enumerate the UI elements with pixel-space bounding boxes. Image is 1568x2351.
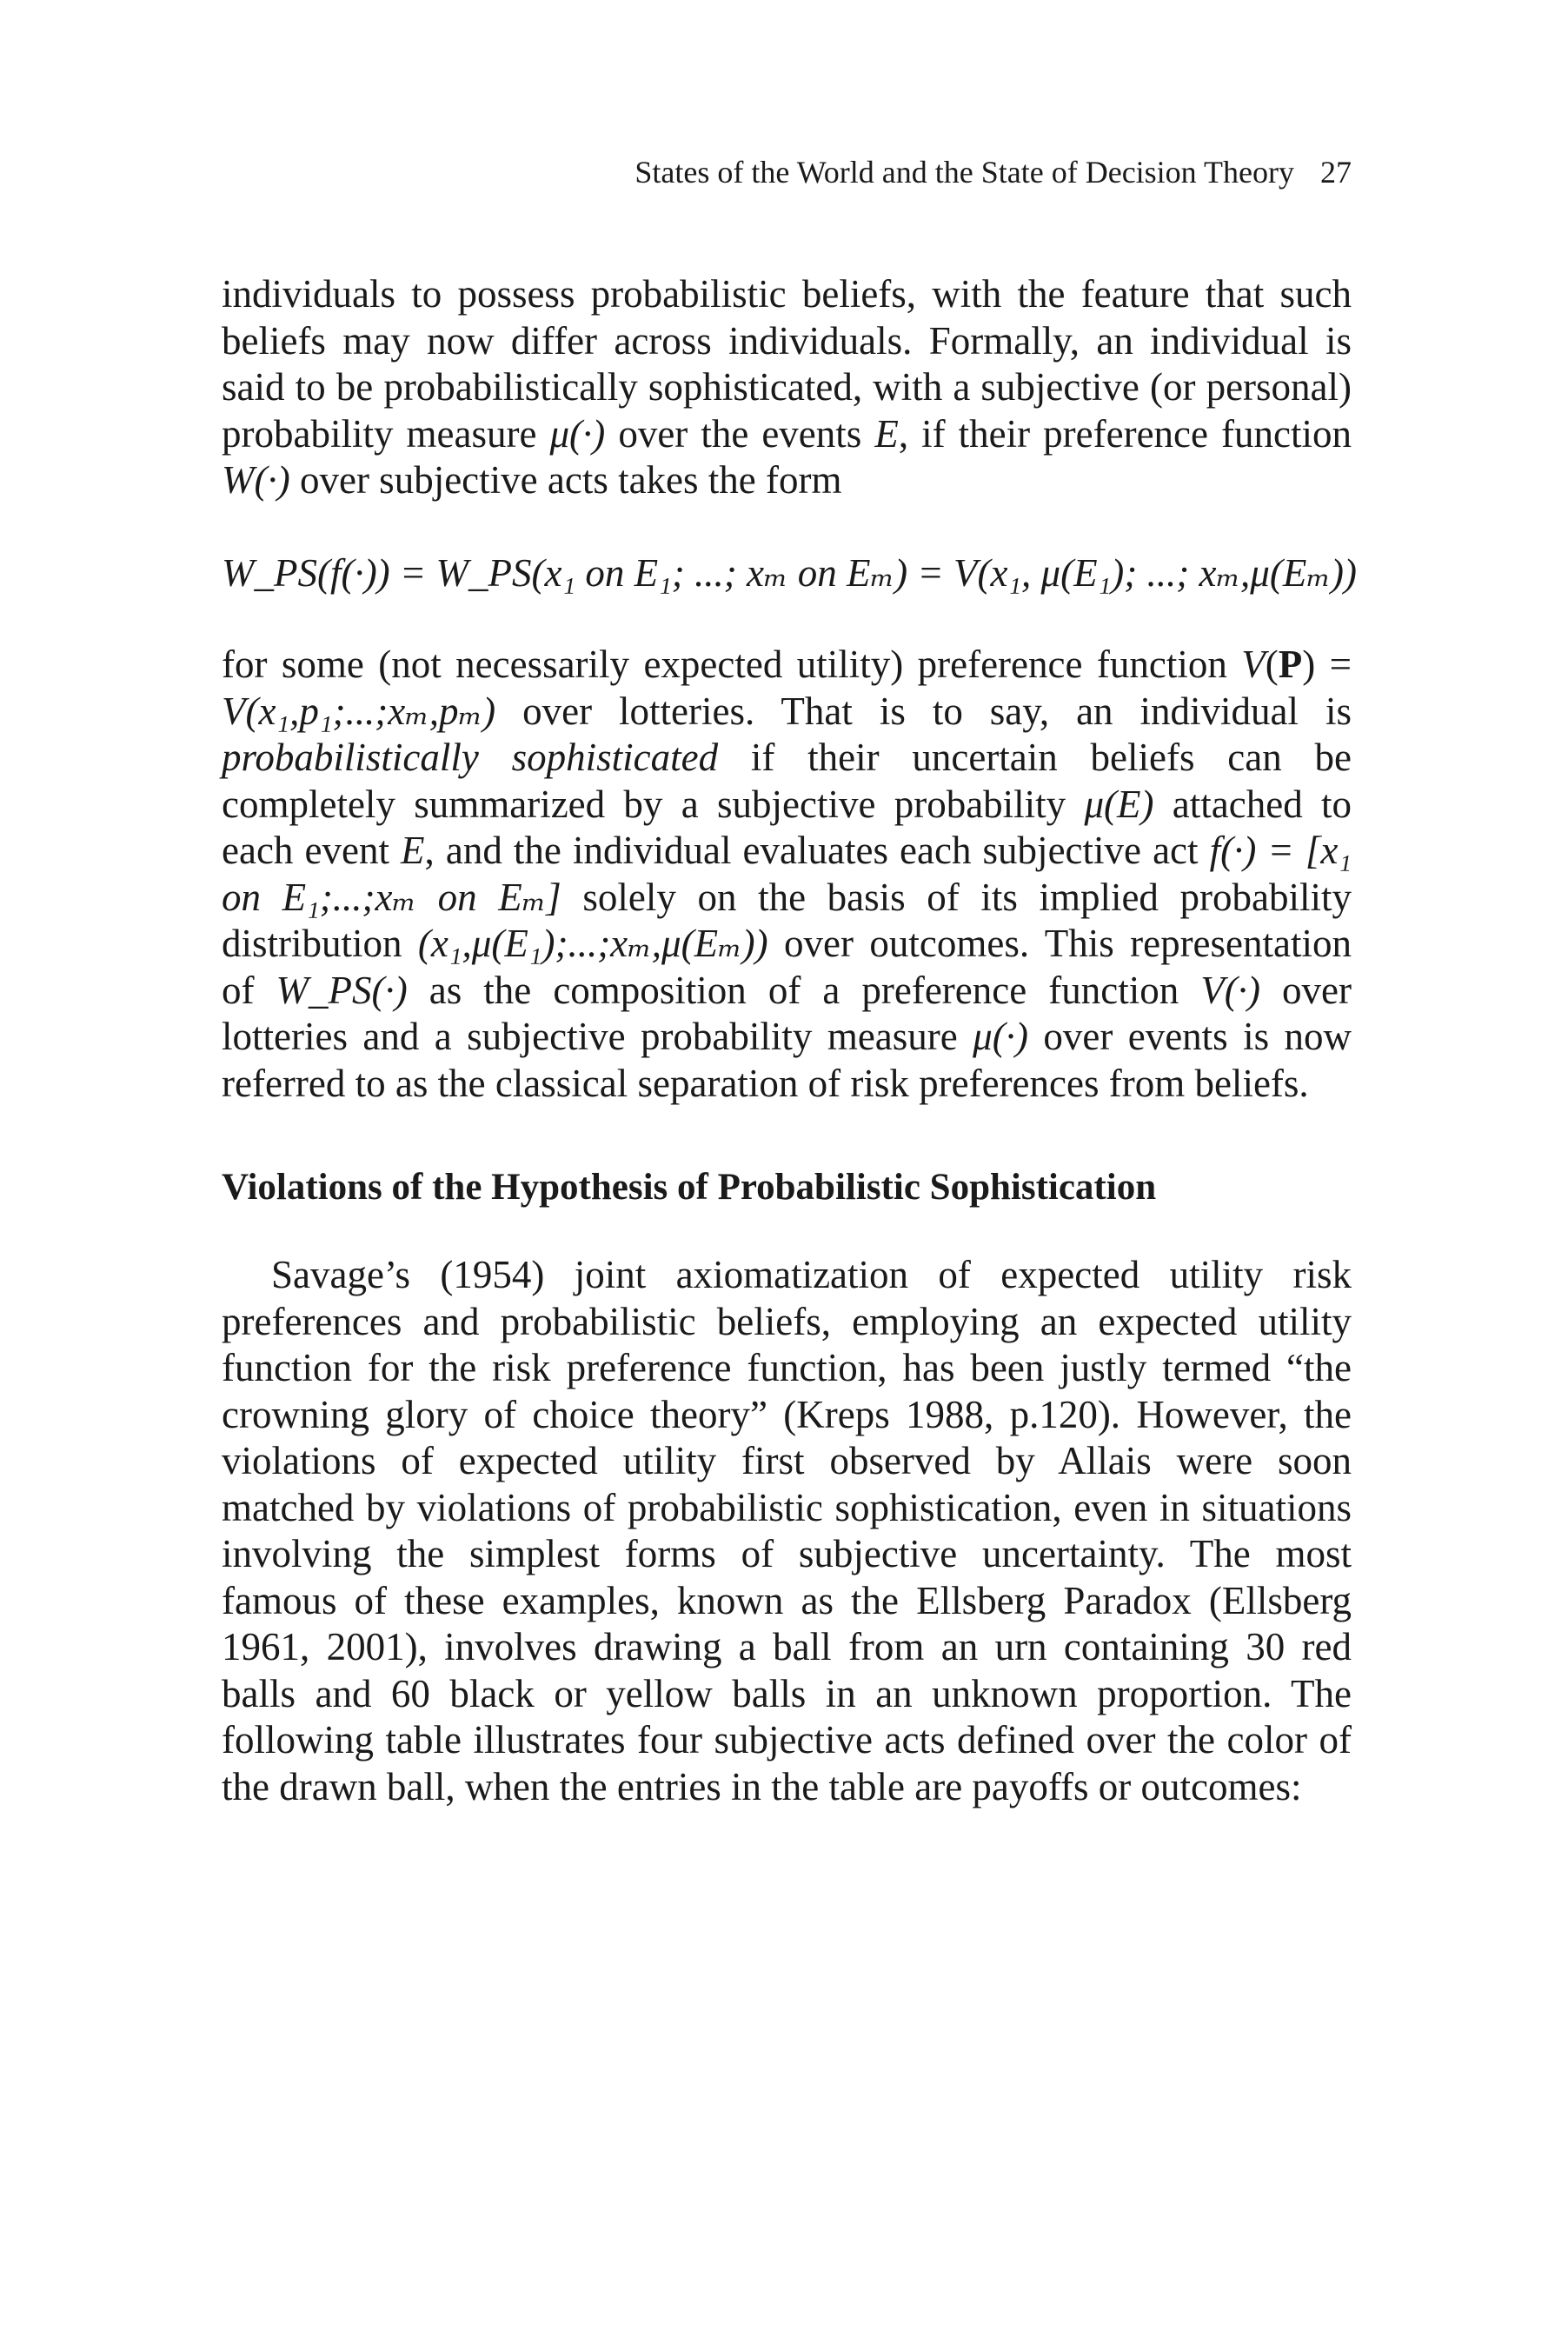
para2-s4: P [1278,643,1303,686]
para1-s2: μ(·) [549,411,606,456]
equation-wps [222,550,1357,596]
paragraph-3 [222,1252,1352,1810]
para1-s7: over subjective acts takes the form [289,458,842,502]
para2-s19: as the composition of a preference function [407,968,1201,1012]
running-title: States of the World and the State of Decision Theory [635,155,1294,190]
para1-s6: W(·) [222,458,290,502]
para2-s22: μ(·) [973,1015,1028,1058]
equation-text: W_PS(f(·)) = W_PS(x₁ on E₁; ...; xₘ on Eₘ) = V(x₁, μ(E₁); ...; xₘ,μ(Eₘ)) [222,551,1357,595]
para1-s1: individuals to possess probabilistic beliefs, with the feature that such beliefs may now differ across individuals. Formally, an individual is said to be probabilistically sophisticated, with a subjective (or personal) probability measure [222,272,1352,456]
para2-s14: f(·) = [x₁ on E₁;...;xₘ on Eₘ] [222,829,1352,919]
para2-s7: over lotteries. That is to say, an individual is [495,689,1352,733]
para1-s5: , if their preference function [898,411,1352,456]
para2-s12: E [401,829,425,872]
paragraph-2 [222,642,1352,1107]
para2-s17: over outcomes. This representation of [222,922,1352,1012]
running-header [222,153,1352,191]
para2-s20: V(·) [1200,968,1260,1012]
paragraph-1 [222,271,1352,504]
para2-s5: ) = [1302,643,1352,686]
para1-s4: E [874,411,899,456]
para2-s10: μ(E) [1084,782,1154,826]
para2-s16: (x₁,μ(E₁);...;xₘ,μ(Eₘ)) [417,922,768,965]
para2-s21: over lotteries and a subjective probability measure [222,968,1352,1058]
para1-s3: over the events [605,411,875,456]
para2-s1: for some (not necessarily expected utility) preference function [222,643,1242,686]
para2-s8: probabilistically sophisticated [222,736,719,779]
para2-s9: if their uncertain beliefs can be completely summarized by a subjective probability [222,736,1352,826]
para2-s15: solely on the basis of its implied probability distribution [222,875,1352,965]
para2-s23: over events is now referred to as the classical separation of risk preferences from beliefs. [222,1015,1352,1105]
section-heading: Violations of the Hypothesis of Probabilistic Sophistication [222,1167,1157,1208]
paragraph-1-text [222,271,1352,504]
para2-s18: W_PS(·) [276,968,408,1012]
page-number: 27 [1320,155,1352,190]
paragraph-2-text [222,642,1352,1107]
para2-s2: V [1241,643,1266,686]
para2-s11: attached to each event [222,782,1352,872]
paragraph-3-text: Savage’s (1954) joint axiomatization of expected utility risk preferences and probabilistic beliefs, employing an expected utility function for the risk preference function, has been justly termed “the crowning glory of choice theory” (Kreps 1988, p.120). However, the violations of expected utility first observed by Allais were soon matched by violations of probabilistic sophistication, even in situations involving the simplest forms of subjective uncertainty. The most famous of these examples, known as the Ellsberg Paradox (Ellsberg 1961, 2001), involves drawing a ball from an urn containing 30 red balls and 60 black or yellow balls in an unknown proportion. The following table illustrates four subjective acts defined over the color of the drawn ball, when the entries in the table are payoffs or outcomes: [222,1253,1352,1808]
para2-s6: V(x₁,p₁;...;xₘ,pₘ) [222,689,496,733]
para2-s3: ( [1265,643,1279,686]
para2-s13: , and the individual evaluates each subjective act [424,829,1210,872]
